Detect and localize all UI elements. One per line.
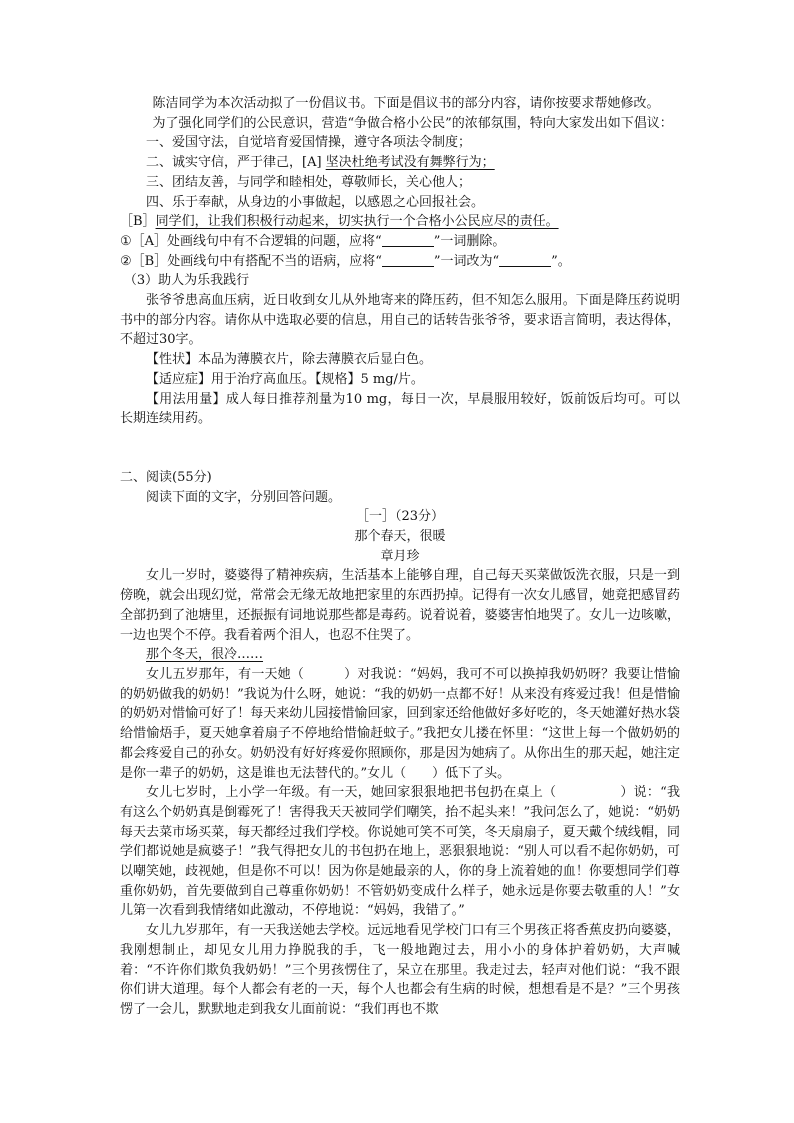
- intro-paragraph: 陈洁同学为本次活动拟了一份倡议书。下面是倡议书的部分内容，请你按要求帮她修改。: [152, 96, 660, 111]
- passage-paragraph-1: 女儿一岁时，婆婆得了精神疾病，生活基本上能够自理，自己每天买菜做饭洗衣服，只是一到傍晚，就会出现幻觉，常常会无缘无故地把家里的东西扔掉。记得有一次女儿感冒，她竟把感冒药全部扔到了池塘里，还振振有词地说那些都是毒药。说着说着，婆婆害怕地哭了。女儿一边咳嗽，一边也哭个不停。我看着两个泪人，也忍不住哭了。: [120, 568, 680, 643]
- proposal-item-4: 四、乐于奉献，从身边的小事做起，以感恩之心回报社会。: [146, 194, 485, 210]
- passage-title: 那个春天，很暖: [354, 529, 446, 545]
- medicine-indication: 【适应症】用于治疗高血压。【规格】5 mg/片。: [146, 371, 424, 387]
- paragraph-3-text-a: 女儿五岁那年，有一天她（: [146, 666, 304, 682]
- answer-blank[interactable]: [382, 232, 434, 247]
- section-heading: 二、阅读(55分): [120, 469, 212, 485]
- question-2-end: ”。: [551, 253, 571, 269]
- proposal-item-2-text: 二、诚实守信，严于律己，[A]: [146, 155, 326, 171]
- underlined-phrase: 那个冬天，很冷……: [146, 647, 264, 663]
- proposal-item-2: [120, 153, 680, 173]
- underlined-sentence-a: 坚决杜绝考试没有舞弊行为；: [325, 155, 495, 171]
- passage-number: ［一］（23分）: [355, 509, 445, 525]
- question-2-text: ②［B］处画线句中有搭配不当的语病，应将“: [120, 253, 382, 269]
- question-2-mid: ”一词改为“: [433, 253, 500, 269]
- reading-instruction: 阅读下面的文字，分别回答问题。: [146, 489, 342, 505]
- proposal-item-1: 一、爱国守法，自觉培育爱国情操，遵守各项法令制度；: [146, 135, 472, 151]
- paragraph-4-text-a: 女儿七岁时，上小学一年级。有一天，她回家狠狠地把书包扔在桌上（: [146, 785, 557, 801]
- label-b: ［B］: [120, 214, 156, 230]
- question-1-end: ”一词删除。: [433, 233, 506, 249]
- section-gap: [120, 429, 680, 468]
- question-2: [120, 252, 680, 272]
- underlined-sentence-b: 同学们，让我们积极行动起来，切实执行一个合格小公民应尽的责任。: [155, 214, 559, 230]
- passage-paragraph-3: [120, 665, 680, 783]
- proposal-closing: [120, 212, 680, 232]
- medicine-dosage: 【用法用量】成人每日推荐剂量为10 mg，每日一次，早晨服用较好，饭前饭后均可。可以长期连续用药。: [120, 391, 680, 427]
- passage-paragraph-5: 女儿九岁那年，有一天我送她去学校。远远地看见学校门口有三个男孩正将香蕉皮扔向婆婆，我刚想制止，却见女儿用力挣脱我的手，飞一般地跑过去，用小小的身体护着奶奶，大声喊着：“不许你们欺负我奶奶！”三个男孩愣住了，呆立在那里。我走过去，轻声对他们说：“我不跟你们讲大道理。每个人都会有老的一天，每个人也都会有生病的时候，想想看是不是？”三个男孩愣了一会儿，默默地走到我女儿面前说：“我们再也不欺: [120, 923, 680, 1017]
- passage-paragraph-4: [120, 783, 680, 921]
- proposal-item-3: 三、团结友善，与同学和睦相处，尊敬师长，关心他人；: [146, 174, 472, 190]
- paragraph-3-text-b: ）对我说：“妈妈，我可不可以换掉我奶奶呀？我要让惜愉的奶奶做我的奶奶！”我说为什么呀，她说：“我的奶奶一点都不好！从来没有疼爱过我！但是惜愉的奶奶对惜愉可好了！每天来幼儿园接惜愉回家，回到家还给他做好多好吃的，冬天她灌好热水袋给惜愉焐手，夏天她拿着扇子不停地给惜愉赶蚊子。”我把女儿搂在怀里：“这世上每一个做奶奶的都会疼爱自己的孙女。奶奶没有好好疼爱你照顾你，那是因为她病了。从你出生的那天起，她注定是你一辈子的奶奶，这是谁也无法替代的。”女儿（: [120, 666, 680, 781]
- question-3-text: 张爷爷患高血压病，近日收到女儿从外地寄来的降压药，但不知怎么服用。下面是降压药说明书中的部分内容。请你从中选取必要的信息，用自己的话转告张爷爷，要求语言简明，表达得体，不超过30字。: [120, 293, 680, 348]
- question-1-text: ①［A］处画线句中有不合逻辑的问题，应将“: [120, 233, 382, 249]
- answer-blank[interactable]: [499, 252, 551, 267]
- paragraph-4-text-b: ）说：“我有这么个奶奶真是倒霉死了！害得我天天被同学们嘲笑，抬不起头来！”我问怎么了，她说：“奶奶每天去菜市场买菜，每天都经过我们学校。你说她可笑不可笑，冬天扇扇子，夏天戴个绒线帽，同学们都说她是疯婆子！”我气得把女儿的书包扔在地上，恶狠狠地说：“别人可以看不起你奶奶，可以嘲笑她，歧视她，但是你不可以！因为你是她最亲的人，你的身上流着她的血！你要想同学们尊重你奶奶，首先要做到自己尊重你奶奶！不管奶奶变成什么样子，她永远是你要去敬重的人！”女儿第一次看到我情绪如此激动，不停地说：“妈妈，我错了。”: [120, 785, 680, 919]
- medicine-property: 【性状】本品为薄膜衣片，除去薄膜衣后显白色。: [146, 352, 433, 368]
- passage-author: 章月珍: [380, 548, 420, 564]
- document-page: [120, 94, 680, 1020]
- question-3-title: （3）助人为乐我践行: [123, 273, 250, 289]
- question-1: [120, 232, 680, 252]
- proposal-intro: 为了强化同学们的公民意识，营造“争做合格小公民”的浓郁氛围，特向大家发出如下倡议：: [152, 115, 673, 131]
- paragraph-3-text-c: ）低下了头。: [432, 765, 511, 781]
- answer-blank[interactable]: [382, 252, 434, 267]
- passage-paragraph-2: [120, 645, 680, 665]
